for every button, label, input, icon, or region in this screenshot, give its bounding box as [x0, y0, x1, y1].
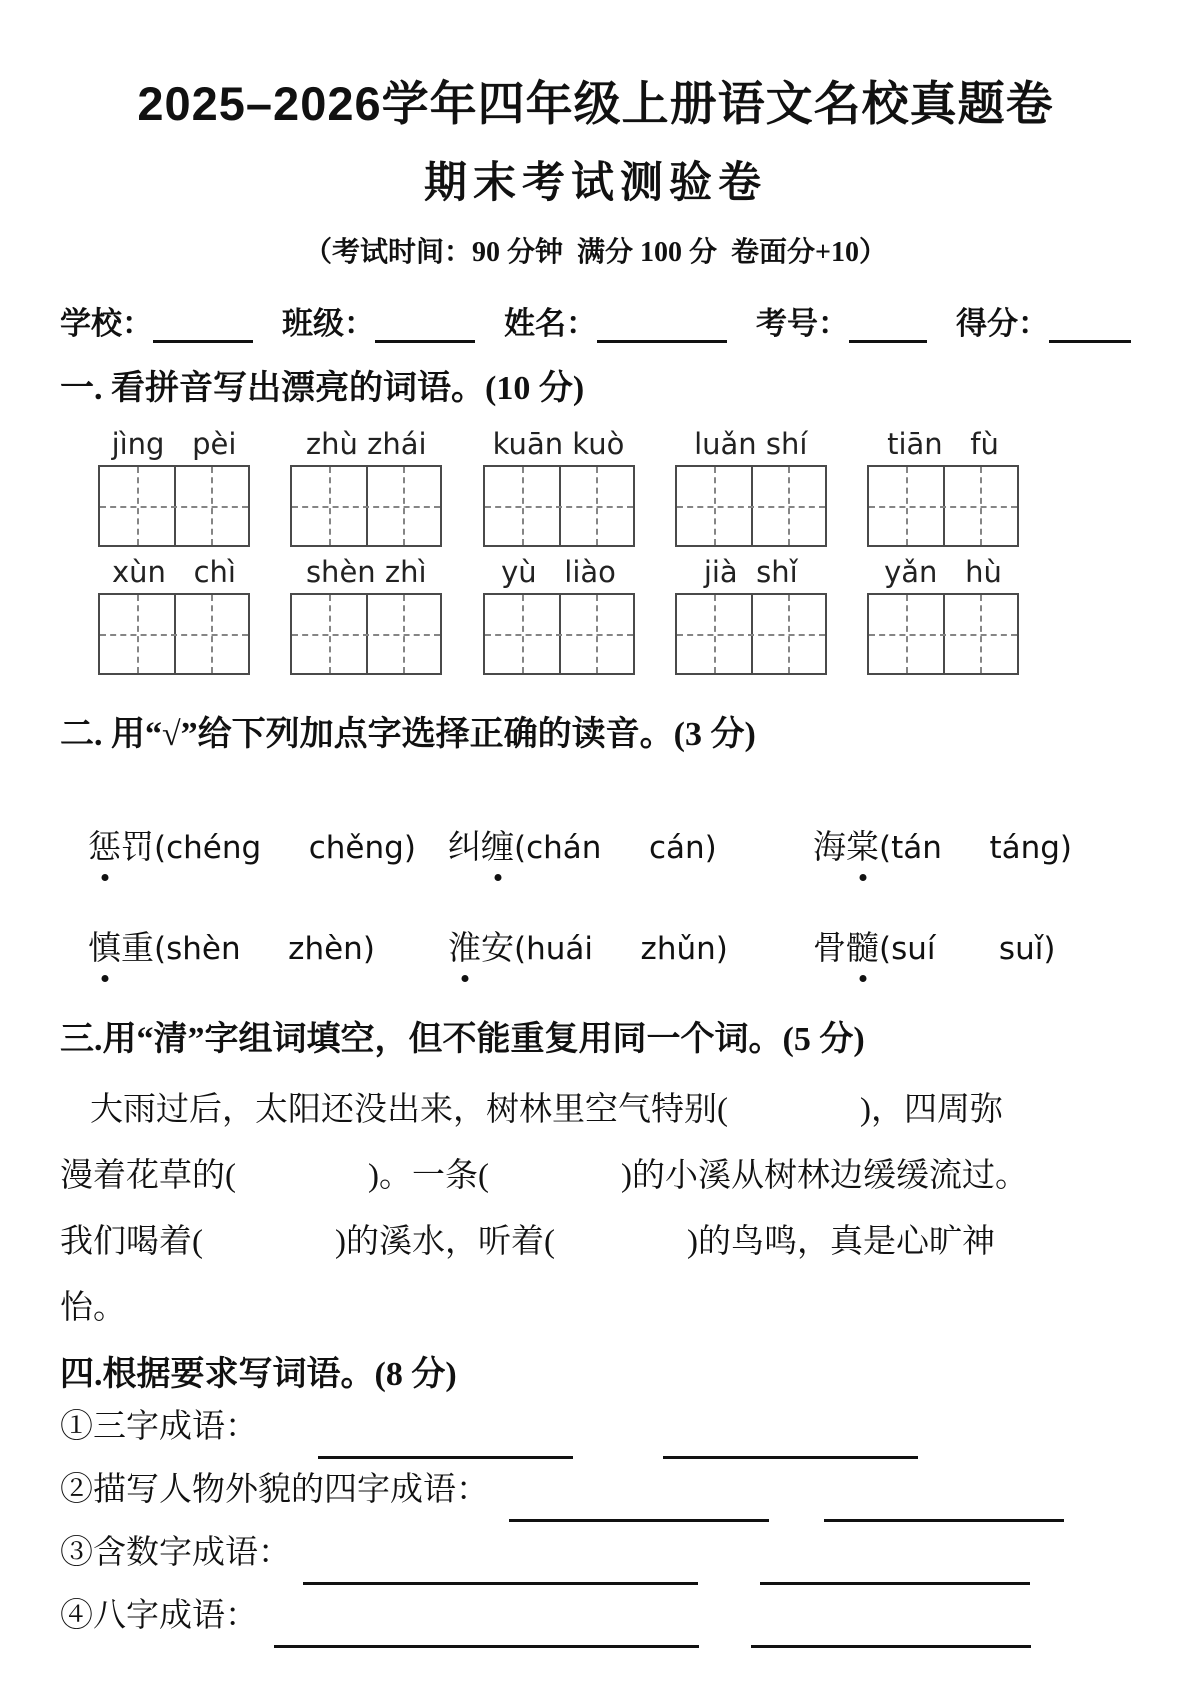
- pronunciation-row-2: [60, 929, 1131, 970]
- box-guide-line: [292, 634, 440, 636]
- word-task-item-4: [60, 1585, 1131, 1648]
- answer-blank[interactable]: [509, 1471, 769, 1522]
- pinyin-label: tiān fù: [887, 427, 999, 462]
- pinyin-group: [98, 555, 250, 675]
- box-guide-line: [100, 506, 248, 508]
- paragraph-line[interactable]: 大雨过后，太阳还没出来，树林里空气特别( )，四周弥: [90, 1092, 1003, 1129]
- pronunciation-row-1: [60, 828, 1131, 869]
- answer-blank[interactable]: [824, 1471, 1064, 1522]
- word-task-item-2: [60, 1459, 1131, 1522]
- pronunciation-item[interactable]: [813, 828, 1131, 869]
- pinyin-options: (chán cán): [514, 829, 717, 866]
- answer-blank[interactable]: [274, 1597, 699, 1648]
- score-label: 得分：: [956, 305, 1049, 341]
- dotted-character: 淮: [448, 929, 481, 970]
- pinyin-label: jìng pèi: [111, 427, 237, 462]
- pinyin-label: yǎn hù: [884, 555, 1002, 590]
- fill-blank-paragraph: [60, 1077, 1131, 1341]
- character-writing-box[interactable]: [675, 465, 827, 547]
- pinyin-group: [867, 555, 1019, 675]
- character-writing-box[interactable]: [483, 465, 635, 547]
- pronunciation-item[interactable]: [448, 929, 813, 970]
- pinyin-label: luǎn shí: [694, 427, 808, 462]
- item-label: ③含数字成语：: [60, 1534, 291, 1571]
- pronunciation-item[interactable]: [813, 929, 1131, 970]
- pinyin-group: [675, 555, 827, 675]
- pinyin-group: [483, 555, 635, 675]
- pinyin-options: (shèn zhèn): [154, 931, 375, 968]
- answer-blank[interactable]: [760, 1534, 1030, 1585]
- character-writing-box[interactable]: [675, 593, 827, 675]
- paragraph-line: 怡。: [60, 1290, 126, 1327]
- school-label: 学校：: [60, 305, 153, 341]
- word-text: 罚: [121, 829, 154, 866]
- item-label: ④八字成语：: [60, 1597, 258, 1634]
- dotted-character: 棠: [846, 828, 879, 869]
- pinyin-group: [867, 427, 1019, 547]
- pinyin-options: (tán táng): [879, 829, 1073, 866]
- score-blank[interactable]: [1049, 304, 1131, 343]
- answer-blank[interactable]: [663, 1408, 918, 1459]
- paragraph-line[interactable]: 我们喝着( )的溪水，听着( )的鸟鸣，真是心旷神: [60, 1224, 995, 1261]
- pinyin-label: xùn chì: [112, 555, 236, 590]
- answer-blank[interactable]: [318, 1408, 573, 1459]
- word-text: 纠: [448, 829, 481, 866]
- examno-blank[interactable]: [849, 304, 927, 343]
- pinyin-label: jià shǐ: [703, 555, 798, 590]
- pronunciation-item[interactable]: [88, 929, 448, 970]
- box-guide-line: [292, 506, 440, 508]
- box-guide-line: [485, 634, 633, 636]
- pronunciation-item[interactable]: [88, 828, 448, 869]
- pinyin-label: zhù zhái: [305, 427, 427, 462]
- pinyin-options: (chéng chěng): [154, 829, 416, 866]
- answer-blank[interactable]: [303, 1534, 698, 1585]
- class-blank[interactable]: [375, 304, 475, 343]
- character-writing-box[interactable]: [483, 593, 635, 675]
- pinyin-label: shèn zhì: [305, 555, 427, 590]
- school-blank[interactable]: [153, 304, 253, 343]
- pinyin-label: yù liào: [501, 555, 616, 590]
- examno-label: 考号：: [756, 305, 849, 341]
- word-text: 安: [481, 931, 514, 968]
- paragraph-line[interactable]: 漫着花草的( )。一条( )的小溪从树林边缓缓流过。: [60, 1158, 1028, 1195]
- word-text: 海: [813, 829, 846, 866]
- box-guide-line: [869, 634, 1017, 636]
- section3-heading: 三.用“清”字组词填空，但不能重复用同一个词。(5 分): [60, 1021, 865, 1059]
- pinyin-group: [290, 427, 442, 547]
- pinyin-group: [290, 555, 442, 675]
- section4-heading: 四.根据要求写词语。(8 分): [60, 1356, 457, 1394]
- character-writing-box[interactable]: [867, 465, 1019, 547]
- word-text: 骨: [813, 931, 846, 968]
- pinyin-group: [483, 427, 635, 547]
- word-task-item-1: [60, 1396, 1131, 1459]
- pinyin-group: [675, 427, 827, 547]
- exam-info: （考试时间：90 分钟 满分 100 分 卷面分+10）: [304, 236, 887, 268]
- section1-heading: 一. 看拼音写出漂亮的词语。(10 分): [60, 369, 585, 407]
- box-guide-line: [485, 506, 633, 508]
- dotted-character: 惩: [88, 828, 121, 869]
- student-info-field-examno: [756, 298, 927, 343]
- character-writing-box[interactable]: [290, 593, 442, 675]
- word-text: 重: [121, 931, 154, 968]
- name-label: 姓名：: [504, 305, 597, 341]
- box-guide-line: [677, 506, 825, 508]
- name-blank[interactable]: [597, 304, 727, 343]
- dotted-character: 缠: [481, 828, 514, 869]
- pinyin-box-row-1: [98, 427, 1019, 547]
- character-writing-box[interactable]: [98, 593, 250, 675]
- student-info-field-class: [282, 298, 475, 343]
- pronunciation-item[interactable]: [448, 828, 813, 869]
- student-info-field-school: [60, 298, 253, 343]
- character-writing-box[interactable]: [290, 465, 442, 547]
- box-guide-line: [869, 506, 1017, 508]
- answer-blank[interactable]: [751, 1597, 1031, 1648]
- class-label: 班级：: [282, 305, 375, 341]
- student-info-field-score: [956, 298, 1131, 343]
- pinyin-group: [98, 427, 250, 547]
- dotted-character: 髓: [846, 929, 879, 970]
- dotted-character: 慎: [88, 929, 121, 970]
- pinyin-options: (suí suǐ): [879, 931, 1056, 968]
- box-guide-line: [100, 634, 248, 636]
- student-info-field-name: [504, 298, 727, 343]
- character-writing-box[interactable]: [98, 465, 250, 547]
- pinyin-label: kuān kuò: [492, 427, 625, 462]
- page-title: 2025–2026学年四年级上册语文名校真题卷: [137, 77, 1054, 130]
- pinyin-box-row-2: [98, 555, 1019, 675]
- pinyin-options: (huái zhǔn): [514, 931, 728, 968]
- character-writing-box[interactable]: [867, 593, 1019, 675]
- word-task-item-3: [60, 1522, 1131, 1585]
- item-label: ①三字成语：: [60, 1408, 258, 1445]
- item-label: ②描写人物外貌的四字成语：: [60, 1471, 489, 1508]
- box-guide-line: [677, 634, 825, 636]
- page-subtitle: 期末考试测验卷: [424, 159, 767, 208]
- student-info-row: [60, 298, 1131, 343]
- section2-heading: 二. 用“√”给下列加点字选择正确的读音。(3 分): [60, 715, 756, 753]
